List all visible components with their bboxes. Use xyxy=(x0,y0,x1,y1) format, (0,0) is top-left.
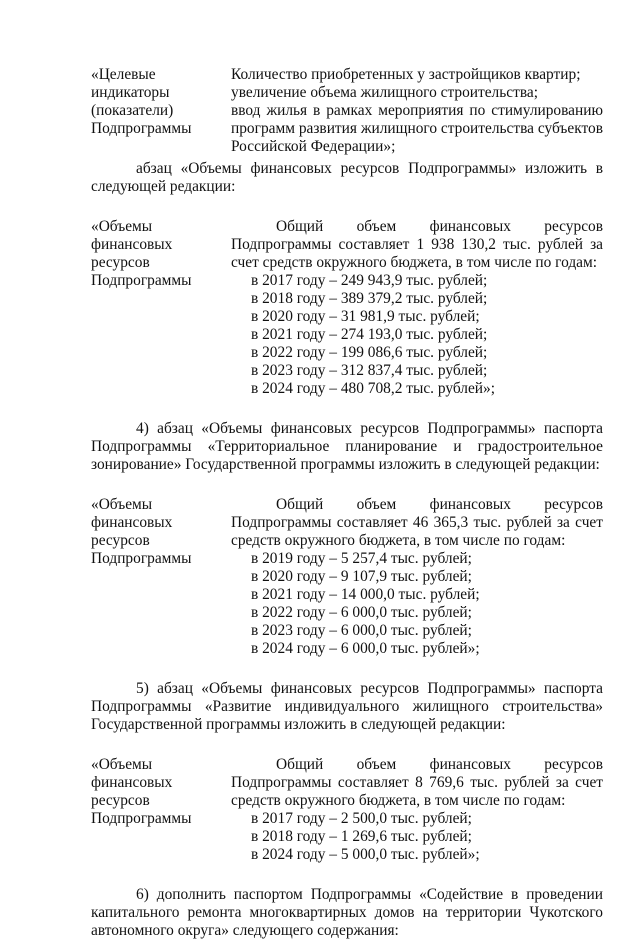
year-line: в 2022 году – 6 000,0 тыс. рублей; xyxy=(251,604,472,621)
year-line: в 2023 году – 312 837,4 тыс. рублей; xyxy=(251,362,488,379)
label-line: ресурсов xyxy=(91,532,150,549)
label-line: ресурсов xyxy=(91,792,150,809)
passport-row-financing xyxy=(91,756,603,864)
year-line: в 2017 году – 249 943,9 тыс. рублей; xyxy=(251,272,488,289)
label-line: Подпрограммы xyxy=(91,120,192,137)
year-line: в 2023 году – 6 000,0 тыс. рублей; xyxy=(251,622,472,639)
document-page xyxy=(91,66,603,940)
label-line: финансовых xyxy=(91,514,173,531)
label-line: «Целевые xyxy=(91,66,156,83)
paragraph-abzac: абзац «Объемы финансовых ресурсов Подпрограммы» изложить в следующей редакции: xyxy=(91,160,603,195)
row-label xyxy=(91,756,216,828)
paragraph-item-6: 6) дополнить паспортом Подпрограммы «Содействие в проведении капитального ремонта многоквартирных домов на территории Чукотского автономного округа» следующего содержания: xyxy=(91,886,603,939)
year-line: в 2024 году – 5 000,0 тыс. рублей»; xyxy=(251,846,480,863)
passport-row-target-indicators xyxy=(91,66,603,155)
paragraph-item-5: 5) абзац «Объемы финансовых ресурсов Подпрограммы» паспорта Подпрограммы «Развитие индивидуального жилищного строительства» Государственной программы изложить в следующей редакции: xyxy=(91,680,603,733)
year-line: в 2022 году – 199 086,6 тыс. рублей; xyxy=(251,344,488,361)
year-line: в 2021 году – 274 193,0 тыс. рублей; xyxy=(251,326,488,343)
row-label xyxy=(91,496,216,568)
year-line: в 2021 году – 14 000,0 тыс. рублей; xyxy=(251,586,480,603)
year-line: в 2024 году – 6 000,0 тыс. рублей»; xyxy=(251,640,480,657)
passport-row-financing xyxy=(91,218,603,398)
label-line: (показатели) xyxy=(91,102,174,119)
year-line: в 2019 году – 5 257,4 тыс. рублей; xyxy=(251,550,472,567)
year-line: в 2020 году – 31 981,9 тыс. рублей; xyxy=(251,308,480,325)
row-content xyxy=(231,218,603,398)
indicator-line: Количество приобретенных у застройщиков квартир; xyxy=(231,66,581,83)
label-line: Подпрограммы xyxy=(91,550,192,567)
label-line: финансовых xyxy=(91,774,173,791)
financing-intro: Общий объем финансовых ресурсов Подпрограммы составляет 1 938 130,2 тыс. рублей за счет средств окружного бюджета, в том числе по годам: xyxy=(231,218,603,271)
paragraph-item-4: 4) абзац «Объемы финансовых ресурсов Подпрограммы» паспорта Подпрограммы «Территориальное планирование и градостроительное зонирование» Государственной программы изложить в следующей редакции: xyxy=(91,420,603,473)
label-line: Подпрограммы xyxy=(91,272,192,289)
year-line: в 2020 году – 9 107,9 тыс. рублей; xyxy=(251,568,472,585)
year-line: в 2018 году – 1 269,6 тыс. рублей; xyxy=(251,828,472,845)
indicator-line: увеличение объема жилищного строительства; xyxy=(231,84,538,101)
year-line: в 2024 году – 480 708,2 тыс. рублей»; xyxy=(251,380,495,397)
financing-intro: Общий объем финансовых ресурсов Подпрограммы составляет 8 769,6 тыс. рублей за счет средств окружного бюджета, в том числе по годам: xyxy=(231,756,603,809)
label-line: индикаторы xyxy=(91,84,170,101)
row-content xyxy=(231,66,603,156)
label-line: «Объемы xyxy=(91,496,153,513)
row-content xyxy=(231,756,603,864)
passport-row-financing xyxy=(91,496,603,658)
row-label xyxy=(91,218,216,290)
label-line: «Объемы xyxy=(91,756,153,773)
indicator-line: ввод жилья в рамках мероприятия по стимулированию программ развития жилищного строительства субъектов Российской Федерации»; xyxy=(231,102,603,155)
label-line: Подпрограммы xyxy=(91,810,192,827)
year-line: в 2018 году – 389 379,2 тыс. рублей; xyxy=(251,290,488,307)
label-line: «Объемы xyxy=(91,218,153,235)
financing-intro: Общий объем финансовых ресурсов Подпрограммы составляет 46 365,3 тыс. рублей за счет средств окружного бюджета, в том числе по годам: xyxy=(231,496,603,549)
year-line: в 2017 году – 2 500,0 тыс. рублей; xyxy=(251,810,472,827)
row-content xyxy=(231,496,603,658)
label-line: ресурсов xyxy=(91,254,150,271)
label-line: финансовых xyxy=(91,236,173,253)
row-label xyxy=(91,66,216,138)
